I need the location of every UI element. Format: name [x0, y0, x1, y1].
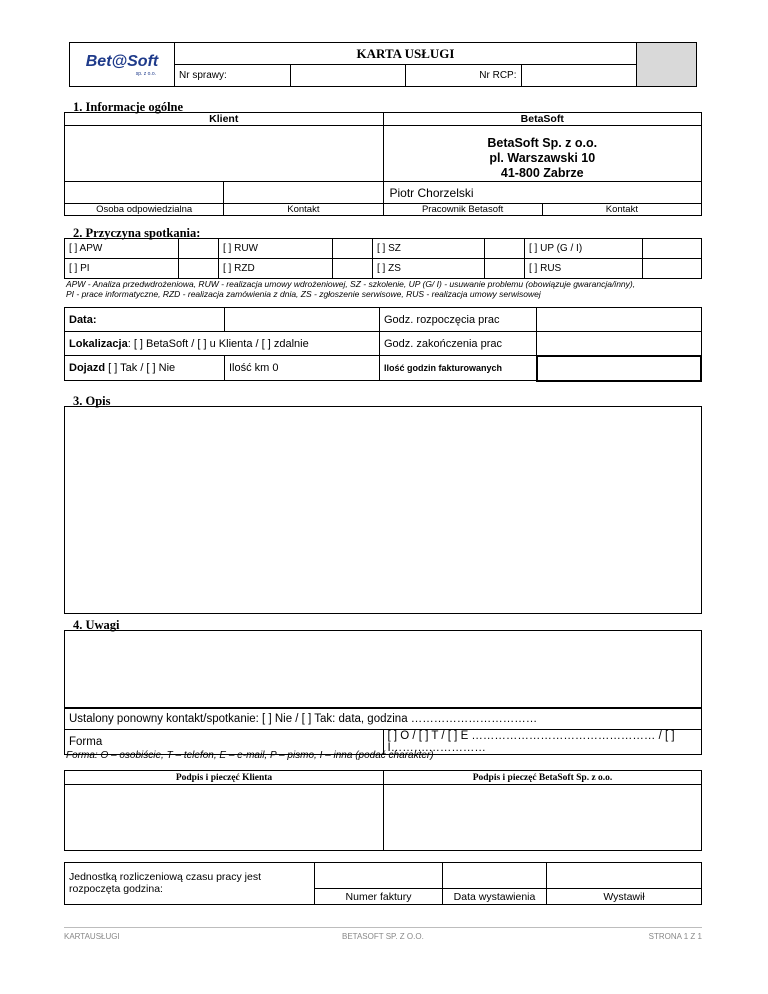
signature-table: [64, 770, 702, 851]
nr-sprawy-field[interactable]: [290, 65, 406, 87]
logo-text: Bet@Soft: [85, 52, 159, 70]
billed-hours-field[interactable]: [537, 356, 702, 381]
logo-cell: [70, 43, 175, 87]
reason-apw-field[interactable]: [179, 239, 219, 259]
end-time-label: Godz. zakończenia prac: [380, 332, 537, 356]
betasoft-employee-label: Pracownik Betasoft: [383, 204, 542, 216]
section2-heading: 2. Przyczyna spotkania:: [73, 226, 201, 240]
reason-table: [64, 238, 702, 279]
issuer-label: Wystawił: [547, 889, 702, 905]
client-address-field[interactable]: [65, 126, 384, 182]
section4-heading: 4. Uwagi: [73, 618, 120, 632]
form-options[interactable]: [ ] O / [ ] T / [ ] E ………………………………………… / [ ] I……….……………: [383, 730, 702, 755]
reason-sz-field[interactable]: [485, 239, 525, 259]
travel-options[interactable]: [ ] Tak / [ ] Nie: [105, 362, 176, 374]
document-title: KARTA USŁUGI: [175, 43, 637, 65]
invoice-number-field[interactable]: [315, 863, 443, 889]
visit-details-table: [64, 307, 702, 382]
footer-left: KARTAUSŁUGI: [64, 932, 120, 941]
betasoft-signature-label: Podpis i pieczęć BetaSoft Sp. z o.o.: [384, 771, 702, 785]
reason-pi[interactable]: [ ] PI: [65, 259, 179, 279]
nr-sprawy-label: Nr sprawy:: [175, 65, 291, 87]
logo-subtext: sp. z o.o.: [135, 70, 156, 77]
billing-note: Jednostką rozliczeniową czasu pracy jest rozpoczęta godzina:: [65, 863, 315, 905]
billed-hours-label: Ilość godzin fakturowanych: [380, 356, 537, 381]
reason-ruw[interactable]: [ ] RUW: [219, 239, 333, 259]
reason-rus[interactable]: [ ] RUS: [525, 259, 643, 279]
description-area[interactable]: [64, 406, 702, 614]
betasoft-contact-label: Kontakt: [542, 204, 701, 216]
followup-table: [64, 707, 702, 755]
reason-zs[interactable]: [ ] ZS: [373, 259, 485, 279]
issuer-field[interactable]: [547, 863, 702, 889]
invoice-date-label: Data wystawienia: [443, 889, 547, 905]
client-contact-label: Kontakt: [224, 204, 383, 216]
company-city: 41-800 Zabrze: [500, 166, 584, 180]
reason-rzd[interactable]: [ ] RZD: [219, 259, 333, 279]
location-options[interactable]: : [ ] BetaSoft / [ ] u Klienta / [ ] zdalnie: [127, 337, 309, 350]
invoice-number-label: Numer faktury: [315, 889, 443, 905]
date-field[interactable]: [225, 308, 380, 332]
reason-pi-field[interactable]: [179, 259, 219, 279]
reason-ruw-field[interactable]: [333, 239, 373, 259]
responsible-person-label: Osoba odpowiedzialna: [65, 204, 224, 216]
reason-legend-line2: PI - prace informatyczne, RZD - realizacja zamówienia z dnia, ZS - zgłoszenie serwisowe, RUS - realizacja umowy serwisowej: [66, 289, 541, 299]
section3-heading: 3. Opis: [73, 394, 111, 408]
start-time-field[interactable]: [537, 308, 702, 332]
followup-contact[interactable]: Ustalony ponowny kontakt/spotkanie: [ ] Nie / [ ] Tak: data, godzina ……………………………: [65, 708, 702, 730]
location-cell[interactable]: [65, 332, 380, 356]
section1-heading: 1. Informacje ogólne: [73, 100, 184, 114]
footer-divider: [64, 927, 702, 928]
client-column-header: Klient: [65, 113, 384, 126]
client-signature-field[interactable]: [65, 785, 384, 851]
form-legend: Forma: O – osobiście, T – telefon, E – e-mail, P – pismo, I – inna (podać charakter): [66, 750, 434, 761]
reason-zs-field[interactable]: [485, 259, 525, 279]
betasoft-address: [383, 126, 702, 182]
client-signature-label: Podpis i pieczęć Klienta: [65, 771, 384, 785]
footer-center: BETASOFT SP. Z O.O.: [342, 932, 424, 941]
reason-up[interactable]: [ ] UP (G / I): [525, 239, 643, 259]
date-label: Data:: [65, 308, 225, 332]
footer-page-number: STRONA 1 Z 1: [648, 932, 702, 941]
billing-table: [64, 862, 702, 905]
form-label: Forma: [65, 730, 384, 755]
company-street: pl. Warszawski 10: [489, 151, 596, 165]
travel-label: Dojazd: [69, 362, 106, 374]
invoice-date-field[interactable]: [443, 863, 547, 889]
end-time-field[interactable]: [537, 332, 702, 356]
betasoft-employee: Piotr Chorzelski: [383, 182, 702, 204]
header-table: [69, 42, 697, 87]
reason-rzd-field[interactable]: [333, 259, 373, 279]
betasoft-column-header: BetaSoft: [383, 113, 702, 126]
nr-rcp-field[interactable]: [521, 65, 637, 87]
travel-cell[interactable]: [65, 356, 225, 381]
reason-sz[interactable]: [ ] SZ: [373, 239, 485, 259]
client-contact-field[interactable]: [224, 182, 383, 204]
company-name: BetaSoft Sp. z o.o.: [487, 136, 598, 150]
general-info-table: [64, 112, 702, 216]
nr-rcp-label: Nr RCP:: [406, 65, 522, 87]
header-grey-cell: [637, 43, 697, 87]
reason-legend: [66, 279, 706, 299]
reason-apw[interactable]: [ ] APW: [65, 239, 179, 259]
reason-rus-field[interactable]: [643, 259, 702, 279]
responsible-person-field[interactable]: [65, 182, 224, 204]
reason-legend-line1: APW - Analiza przedwdrożeniowa, RUW - realizacja umowy wdrożeniowej, SZ - szkolenie, UP (G/ I) - usuwanie problemu (obowiązuje gwarancja/inny),: [66, 279, 636, 289]
betasoft-logo: [74, 53, 170, 71]
location-label: Lokalizacja: [69, 337, 128, 350]
km-count[interactable]: Ilość km 0: [225, 356, 380, 381]
reason-up-field[interactable]: [643, 239, 702, 259]
remarks-area[interactable]: [64, 630, 702, 709]
betasoft-signature-field[interactable]: [384, 785, 702, 851]
start-time-label: Godz. rozpoczęcia prac: [380, 308, 537, 332]
